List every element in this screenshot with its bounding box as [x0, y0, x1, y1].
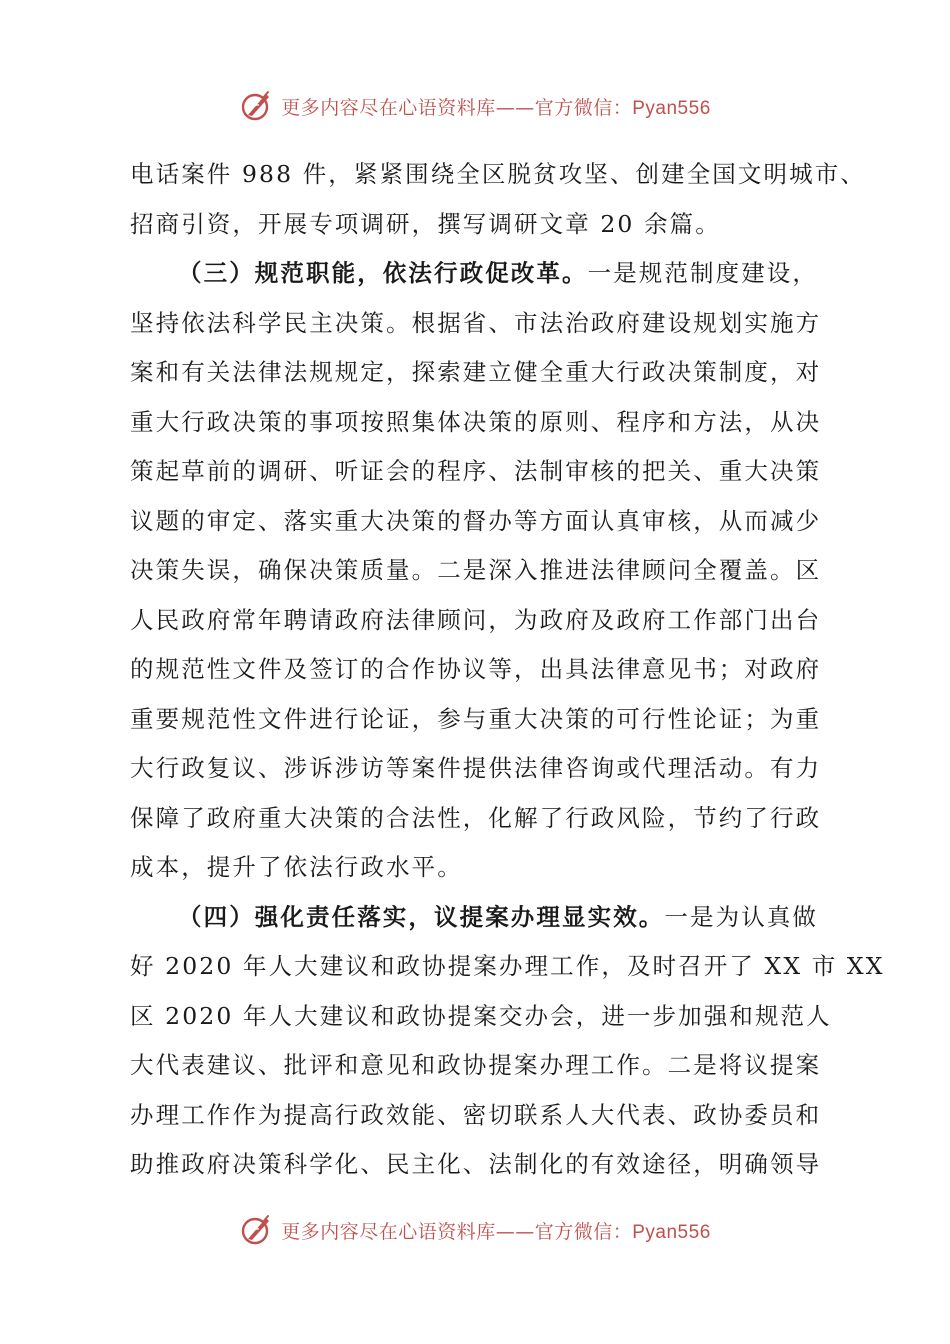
section-heading-3: （三）规范职能，依法行政促改革。: [178, 259, 588, 287]
watermark-label: 官方微信：: [534, 1220, 633, 1243]
paragraph3-line: 区 2020 年人大建议和政协提案交办会，进一步加强和规范人: [130, 1001, 832, 1030]
paragraph2-line: 的规范性文件及签订的合作协议等，出具法律意见书；对政府: [130, 655, 822, 683]
watermark-handle: Pyan556: [632, 1221, 711, 1243]
document-body: [130, 150, 885, 1190]
paragraph3-line: 办理工作作为提高行政效能、密切联系人大代表、政协委员和: [130, 1100, 822, 1129]
paragraph2-line: 大行政复议、涉诉涉访等案件提供法律咨询或代理活动。有力: [130, 754, 822, 782]
quill-logo-icon: [239, 88, 275, 124]
paragraph3-line: 好 2020 年人大建议和政协提案办理工作，及时召开了 XX 市 XX: [130, 952, 885, 980]
watermark-text: [281, 93, 711, 120]
section-heading-4: （四）强化责任落实，议提案办理显实效。: [178, 902, 665, 931]
paragraph3-first-line-text: 一是为认真做: [664, 902, 819, 931]
paragraph3-line: 大代表建议、批评和意见和政协提案办理工作。二是将议提案: [130, 1051, 822, 1079]
paragraph2-line: 成本，提升了依法行政水平。: [130, 853, 463, 881]
paragraph2-line: 坚持依法科学民主决策。根据省、市法治政府建设规划实施方: [130, 308, 822, 337]
paragraph3-first-line: [130, 893, 830, 943]
watermark-separator: ——: [495, 1220, 535, 1243]
paragraph2-line: 议题的审定、落实重大决策的督办等方面认真审核，从而减少: [130, 506, 822, 535]
paragraph2-line: 重大行政决策的事项按照集体决策的原则、程序和方法，从决: [130, 407, 822, 436]
paragraph2-line: 策起草前的调研、听证会的程序、法制审核的把关、重大决策: [130, 457, 822, 485]
paragraph2-first-line: [130, 249, 830, 299]
watermark-text: [281, 1217, 711, 1244]
header-watermark: [0, 86, 950, 126]
paragraph1-line: 电话案件 988 件，紧紧围绕全区脱贫攻坚、创建全国文明城市、: [130, 160, 866, 188]
watermark-brand: 更多内容尽在心语资料库: [281, 96, 496, 119]
watermark-handle: Pyan556: [632, 97, 711, 119]
paragraph2-line: 人民政府常年聘请政府法律顾问，为政府及政府工作部门出台: [130, 605, 822, 634]
footer-watermark: [0, 1210, 950, 1250]
paragraph2-first-line-text: 一是规范制度建设，: [587, 259, 819, 287]
paragraph3-line: 助推政府决策科学化、民主化、法制化的有效途径，明确领导: [130, 1150, 822, 1178]
paragraph2-line: 保障了政府重大决策的合法性，化解了行政风险，节约了行政: [130, 803, 822, 832]
paragraph2-line: 案和有关法律法规规定，探索建立健全重大行政决策制度，对: [130, 358, 822, 386]
paragraph2-line: 重要规范性文件进行论证，参与重大决策的可行性论证；为重: [130, 704, 822, 733]
paragraph1-line: 招商引资，开展专项调研，撰写调研文章 20 余篇。: [130, 209, 721, 238]
watermark-label: 官方微信：: [534, 96, 633, 119]
watermark-brand: 更多内容尽在心语资料库: [281, 1220, 496, 1243]
paragraph2-line: 决策失误，确保决策质量。二是深入推进法律顾问全覆盖。区: [130, 556, 822, 584]
watermark-separator: ——: [495, 96, 535, 119]
quill-logo-icon: [239, 1212, 275, 1248]
